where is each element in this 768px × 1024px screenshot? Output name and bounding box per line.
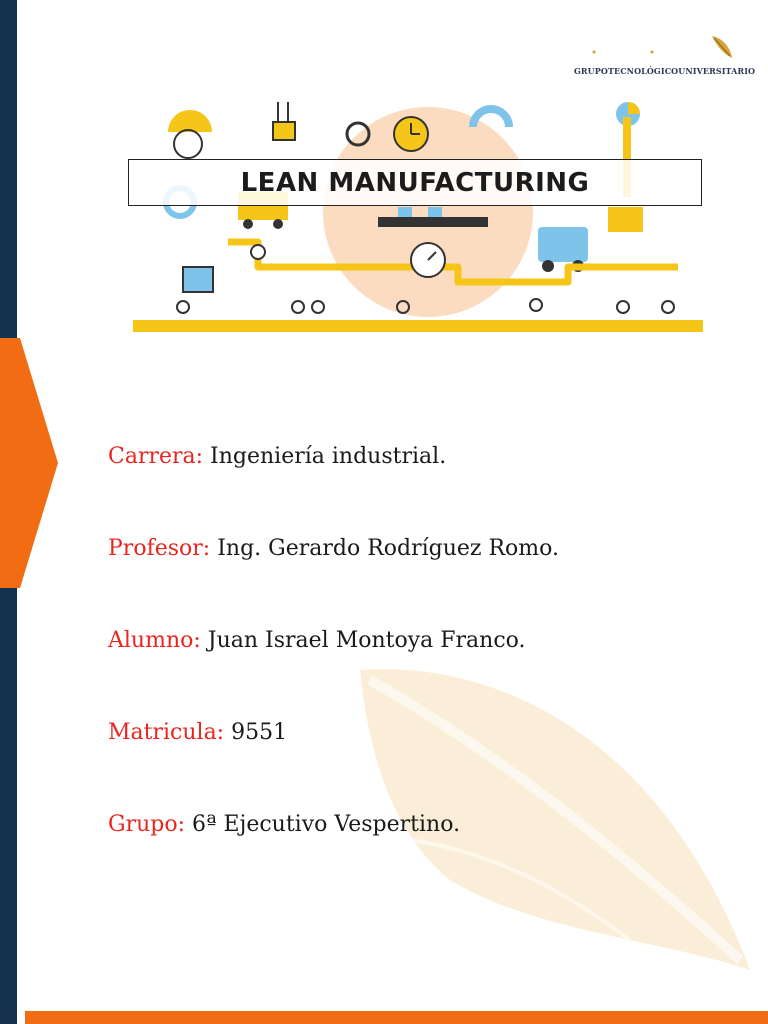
hero-illustration [128,92,708,342]
field-profesor [108,532,748,624]
field-value: Ingeniería industrial. [210,444,447,469]
field-label: Matricula: [108,720,225,745]
field-matricula [108,716,748,808]
hero-title-box [128,159,702,206]
field-grupo [108,808,748,900]
hero-title: LEAN MANUFACTURING [240,167,590,198]
field-value: 9551 [231,720,288,745]
field-label: Carrera: [108,444,204,469]
field-value: Ing. Gerardo Rodríguez Romo. [217,536,560,561]
cover-fields [108,440,748,900]
left-orange-arrow [0,338,60,588]
field-value: 6ª Ejecutivo Vespertino. [192,812,461,837]
field-label: Alumno: [108,628,201,653]
field-label: Profesor: [108,536,211,561]
bottom-orange-bar [25,1011,768,1024]
field-alumno [108,624,748,716]
logo-text: GRUPOTECNOLÓGICOUNIVERSITARIO [574,66,756,76]
field-label: Grupo: [108,812,185,837]
field-value: Juan Israel Montoya Franco. [207,628,526,653]
field-carrera [108,440,748,532]
